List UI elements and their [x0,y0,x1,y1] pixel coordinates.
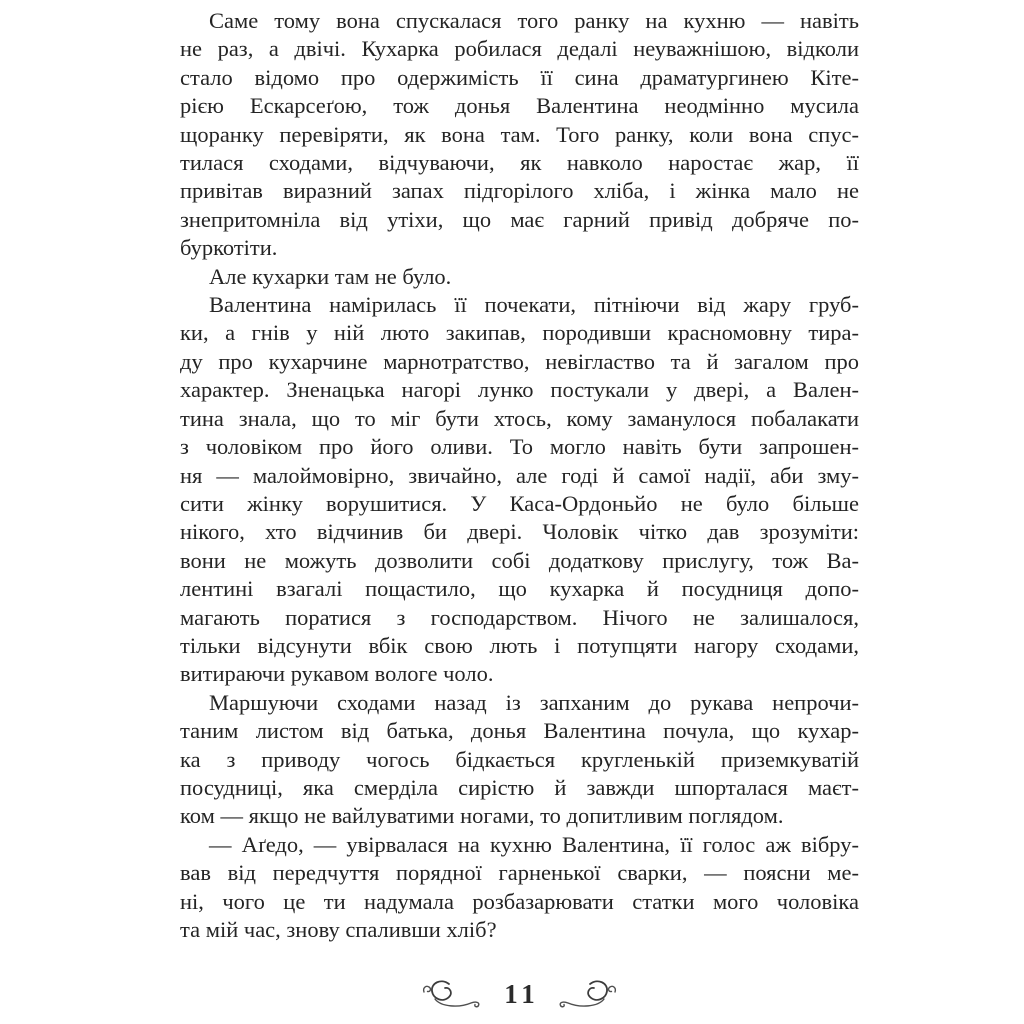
text-line: буркотіти. [180,235,278,261]
paragraph [180,263,859,291]
text-line: ду про кухарчине марнотратство, невігластво та й загалом про [180,348,859,374]
text-line: знепритомніла від утіхи, що має гарний привід добряче по- [180,206,859,232]
calligraphic-flourish-right-icon [556,977,618,1011]
text-line: Маршуючи сходами назад із запханим до рукава непрочи- [209,689,859,715]
text-line: тільки відсунути вбік свою лють і потупцяти нагору сходами, [180,632,859,658]
text-line: — Аґедо, — увірвалася на кухню Валентина, її голос аж вібру- [209,831,859,857]
text-line: витираючи рукавом вологе чоло. [180,661,494,687]
text-line: таним листом від батька, донья Валентина почула, що кухар- [180,718,859,744]
paragraph [180,7,859,263]
paragraph [180,689,859,831]
page-footer [180,972,859,1016]
text-line: нікого, хто відчинив би двері. Чоловік чітко дав зрозуміти: [180,519,859,545]
text-line: привітав виразний запах підгорілого хліба, і жінка мало не [180,178,859,204]
paragraph [180,831,859,945]
paragraph [180,291,859,689]
text-line: Валентина намірилась її почекати, пітніючи від жару груб- [209,292,859,318]
text-line: тилася сходами, відчуваючи, як навколо наростає жар, її [180,150,859,176]
text-line: Але кухарки там не було. [209,263,452,289]
text-line: характер. Зненацька нагорі лунко постукали у двері, а Вален- [180,377,859,403]
text-line: сити жінку ворушитися. У Каса-Ордоньйо не було більше [180,490,859,516]
text-line: не раз, а двічі. Кухарка робилася дедалі неуважнішою, відколи [180,36,859,62]
text-line: посудниці, яка смерділа сирістю й завжди шпорталася маєт- [180,774,859,800]
text-line: ка з приводу чогось бідкається кругленькій приземкуватій [180,746,859,772]
text-line: ком — якщо не вайлуватими ногами, то допитливим поглядом. [180,803,784,829]
text-line: магають поратися з господарством. Нічого не залишалося, [180,604,859,630]
text-line: стало відомо про одержимість її сина драматургинею Кіте- [180,64,859,90]
text-line: вав від передчуття порядної гарненької сварки, — поясни ме- [180,860,859,886]
text-line: рією Ескарсеґою, тож донья Валентина неодмінно мусила [180,93,859,119]
text-line: та мій час, знову спаливши хліб? [180,917,497,942]
text-block [180,7,859,944]
calligraphic-flourish-left-icon [421,977,483,1011]
text-line: з чоловіком про його оливи. То могло навіть бути запрошен- [180,434,859,460]
text-line: тина знала, що то міг бути хтось, кому заманулося побалакати [180,405,859,431]
text-line: вони не можуть дозволити собі додаткову прислугу, тож Ва- [180,547,859,573]
text-line: ні, чого це ти надумала розбазарювати статки мого чоловіка [180,888,859,914]
text-line: ня — малоймовірно, звичайно, але годі й самої надії, аби зму- [180,462,859,488]
text-line: щоранку перевіряти, як вона там. Того ранку, коли вона спус- [180,121,859,147]
text-line: ки, а гнів у ній люто закипав, породивши красномовну тира- [180,320,859,346]
text-line: лентині взагалі пощастило, що кухарка й посудниця допо- [180,576,859,602]
text-line: Саме тому вона спускалася того ранку на кухню — навіть [209,8,859,33]
page-number: 11 [504,978,540,1009]
